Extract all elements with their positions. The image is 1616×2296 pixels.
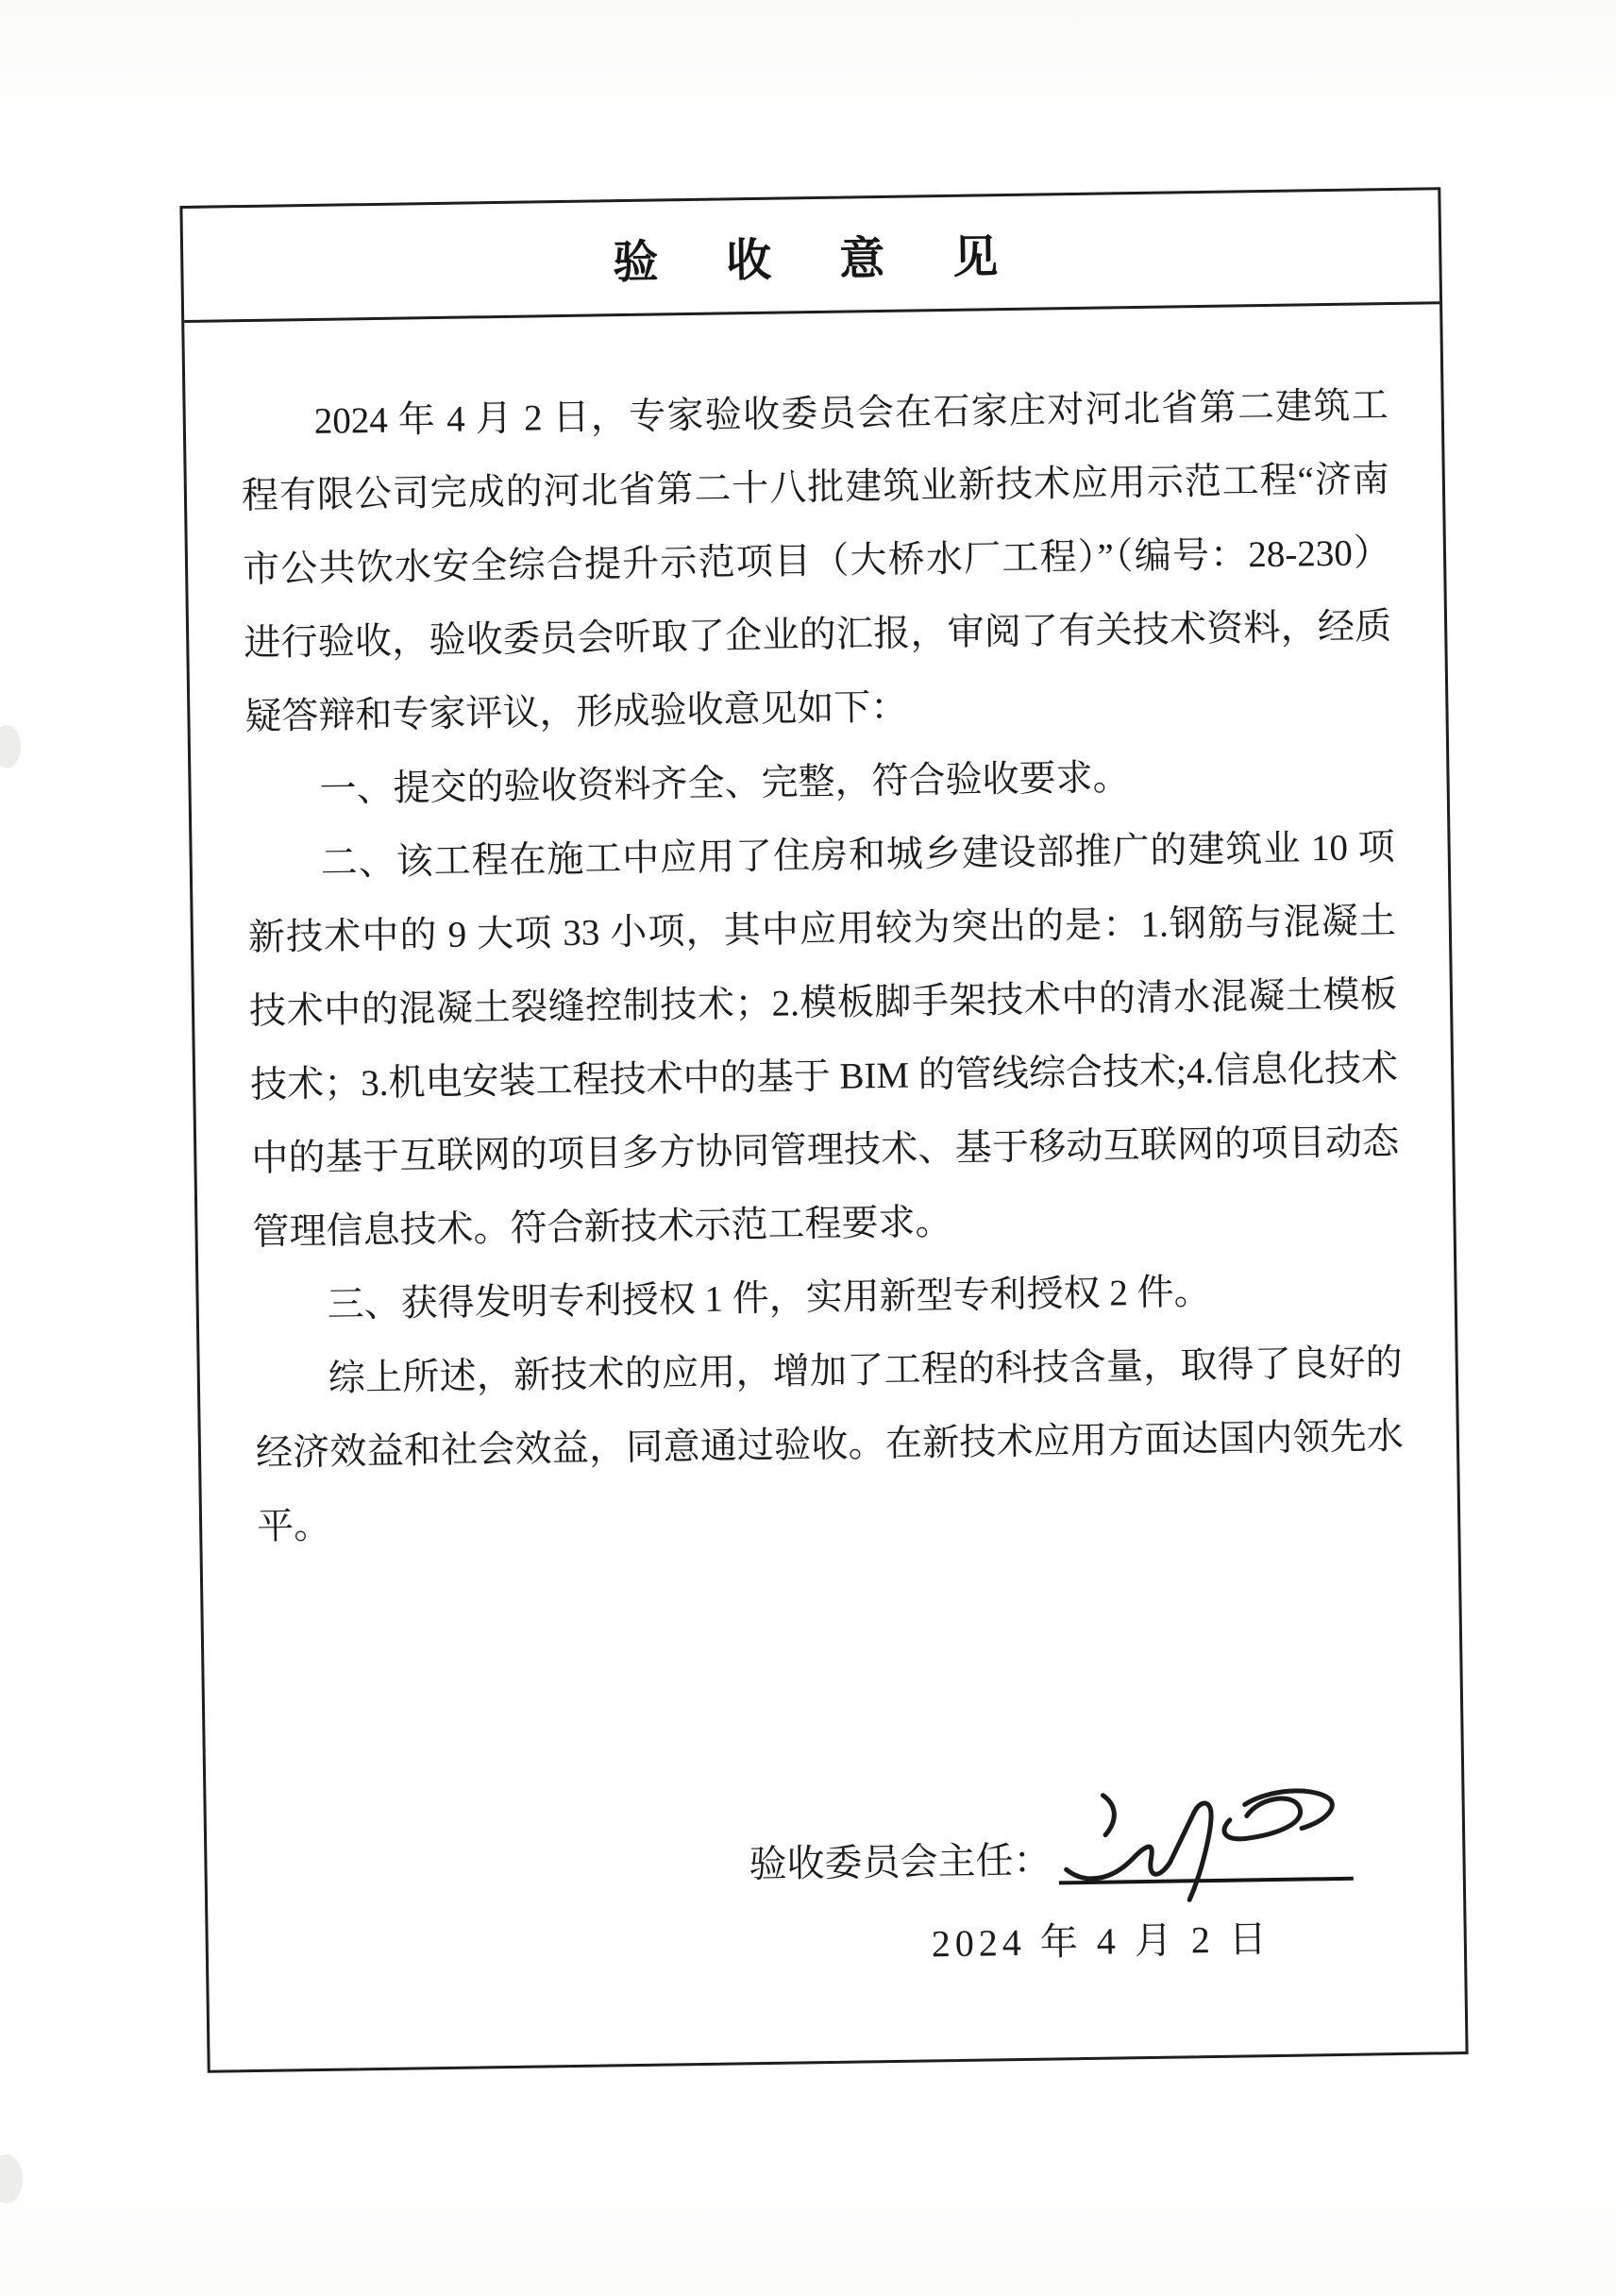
scan-artifact bbox=[0, 725, 21, 768]
paragraph-item-three: 三、获得发明专利授权 1 件，实用新型专利授权 2 件。 bbox=[327, 1271, 1211, 1325]
signature-row bbox=[261, 1819, 1410, 1900]
signature-handwriting-icon bbox=[1044, 1775, 1363, 1916]
paragraph-intro: 2024 年 4 月 2 日，专家验收委员会在石家庄对河北省第二建筑工程有限公司完成的河北省第二十八批建筑业新技术应用示范工程“济南市公共饮水安全综合提升示范项目（大桥水厂工程）”（编号：28-230）进行验收，验收委员会听取了企业的汇报，审阅了有关技术资料，经质疑答辩和专家评议，形成验收意见如下： bbox=[241, 385, 1392, 738]
signature-label: 验收委员会主任： bbox=[749, 1838, 1052, 1886]
signature-block bbox=[261, 1819, 1411, 1991]
paragraph-item-one: 一、提交的验收资料齐全、完整，符合验收要求。 bbox=[319, 757, 1130, 810]
page-title: 验 收 意 见 bbox=[612, 231, 1010, 288]
paragraph-item-two: 二、该工程在施工中应用了住房和城乡建设部推广的建筑业 10 项新技术中的 9 大项 33 小项，其中应用较为突出的是：1.钢筋与混凝土技术中的混凝土裂缝控制技术；2.模板脚手架技术中的清水混凝土模板技术；3.机电安装工程技术中的基于 BIM 的管线综合技术;4.信息化技术中的基于互联网的项目多方协同管理技术、基于移动互联网的项目动态管理信息技术。符合新技术示范工程要求。 bbox=[247, 826, 1400, 1253]
scan-artifact bbox=[0, 2154, 23, 2203]
signature-date: 2024 年 4 月 2 日 bbox=[931, 1917, 1272, 1966]
document-title-row bbox=[182, 190, 1439, 323]
paragraph-conclusion: 综上所述，新技术的应用，增加了工程的科技含量，取得了良好的经济效益和社会效益，同意通过验收。在新技术应用方面达国内领先水平。 bbox=[255, 1342, 1405, 1547]
document-border-frame bbox=[179, 187, 1468, 2073]
signature-line bbox=[1058, 1820, 1354, 1885]
document-body bbox=[184, 304, 1464, 1992]
